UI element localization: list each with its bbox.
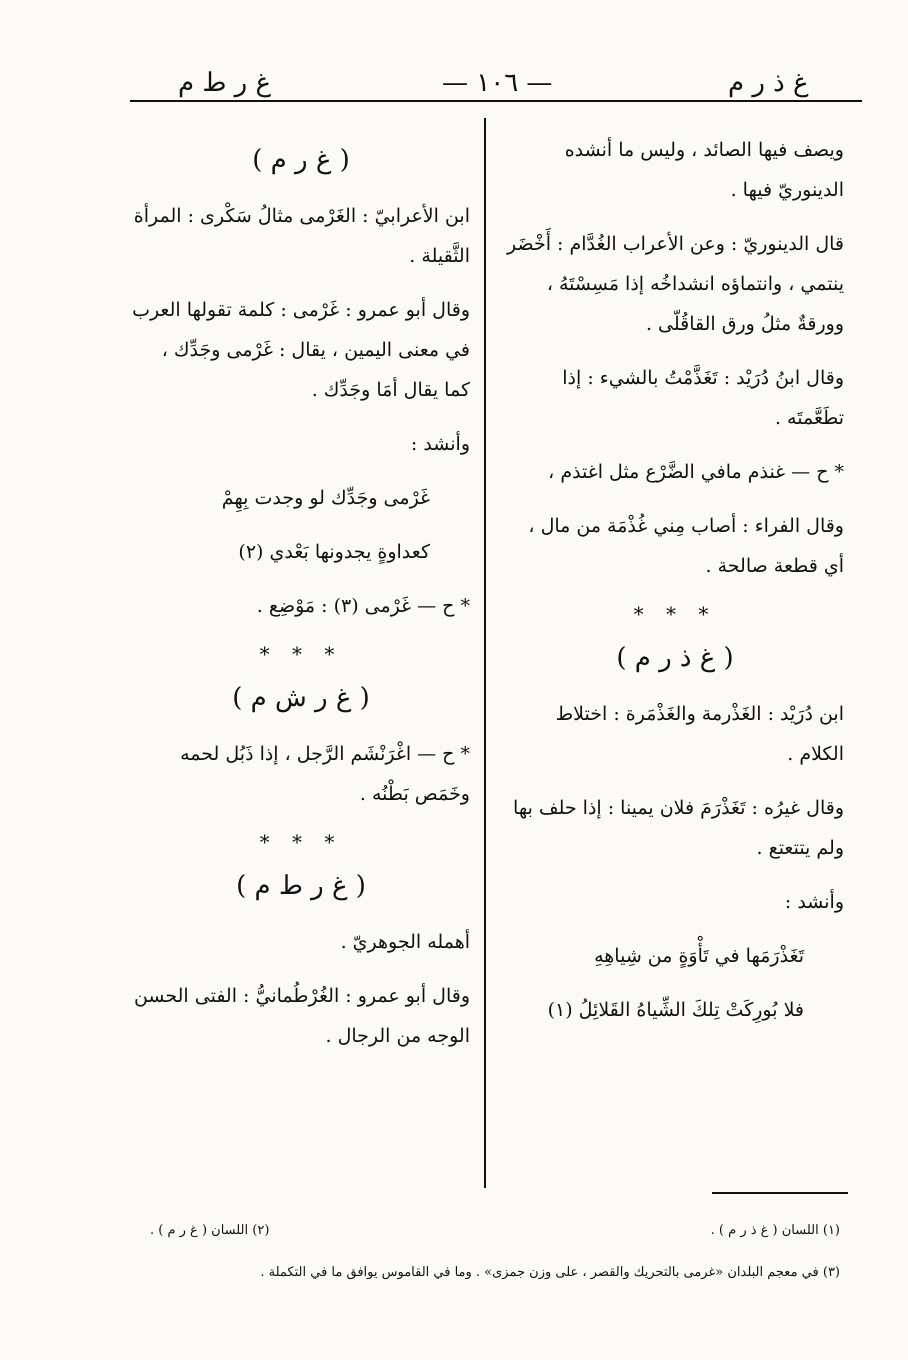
paragraph: أهمله الجوهريّ . bbox=[340, 931, 470, 953]
section-separator: * * * bbox=[259, 642, 343, 666]
paragraph: * ح — غنذم مافي الضَّرْع مثل اغتذم ، bbox=[548, 461, 844, 483]
paragraph: وقال ابنُ دُرَيْد : تَغَذَّمْتُ بالشيء : إذا تطَعَّمتَه . bbox=[562, 367, 844, 429]
paragraph: وقال غيرُه : تَغَذْرَمَ فلان يمينا : إذا حلف بها ولم يتتعتع . bbox=[513, 797, 844, 859]
paragraph: وأنشد : bbox=[410, 433, 470, 455]
verse-line: كعداوةٍ يجدونها بَعْدي (٢) bbox=[238, 541, 430, 563]
footnote-rule bbox=[712, 1192, 848, 1194]
paragraph: ابن الأعرابيّ : الغَرْمى مثالُ سَكْرى : المرأة الثَّقيلة . bbox=[133, 205, 470, 267]
entry-heading: ( غ ر ش م ) bbox=[232, 683, 370, 713]
paragraph: * ح — غَرْمى (٣) : مَوْضِع . bbox=[256, 595, 470, 617]
entry-heading: ( غ ذ ر م ) bbox=[616, 643, 734, 673]
header-rule bbox=[130, 100, 862, 102]
paragraph: وقال أبو عمرو : الغُرْطُمانيُّ : الفتى الحسن الوجه من الرجال . bbox=[133, 985, 470, 1047]
verse-line: تَغَذْرَمَها في تَأْوَةٍ من شِياهِهِ bbox=[594, 945, 804, 967]
footnotes bbox=[150, 1220, 840, 1242]
entry-heading: ( غ ر ط م ) bbox=[236, 871, 366, 901]
section-separator: * * * bbox=[259, 830, 343, 854]
header-right-title: غ ذ ر م bbox=[728, 68, 809, 98]
right-column bbox=[506, 130, 844, 1044]
page-number: — ١٠٦ — bbox=[442, 68, 553, 98]
verse-line: فلا بُورِكَتْ تِلكَ الشِّياهُ القَلائِلُ (١) bbox=[547, 999, 804, 1021]
paragraph: قال الدينوريّ : وعن الأعراب الغُدَّام : أَخْضَر ينتمي ، وانتماؤه انشداخُه إذا مَسِسْتَهُ ، وورقةٌ مثلُ ورق القاقُلّى . bbox=[507, 233, 844, 335]
paragraph: وأنشد : bbox=[784, 891, 844, 913]
footnote-2: (٢) اللسان ( غ ر م ) . bbox=[150, 1223, 270, 1238]
paragraph: وقال أبو عمرو : غَرْمى : كلمة تقولها العرب في معنى اليمين ، يقال : غَرْمى وجَدِّك ، كما يقال أمَا وجَدِّك . bbox=[132, 299, 470, 401]
paragraph: وقال الفراء : أصاب مِني غُذْمَة من مال ، أي قطعة صالحة . bbox=[528, 515, 844, 577]
left-column bbox=[132, 130, 470, 1070]
entry-heading: ( غ ر م ) bbox=[252, 145, 350, 175]
header-left-title: غ ر ط م bbox=[178, 68, 272, 98]
verse-line: غَرْمى وجَدِّك لو وجدت بِهِمْ bbox=[221, 487, 430, 509]
column-divider bbox=[484, 118, 486, 1188]
footnote-1: (١) اللسان ( غ ذ ر م ) . bbox=[710, 1223, 840, 1238]
paragraph: ابن دُرَيْد : الغَذْرمة والغَذْمَرة : اختلاط الكلام . bbox=[555, 703, 844, 765]
footnote-3: (٣) في معجم البلدان «غرمى بالتحريك والقصر ، على وزن جمزى» . وما في القاموس يوافق ما في التكملة . bbox=[260, 1265, 840, 1280]
paragraph: ويصف فيها الصائد ، وليس ما أنشده الدينوريّ فيها . bbox=[564, 139, 844, 201]
paragraph: * ح — اغْرَنْشَم الرَّجل ، إذا ذَبُل لحمه وخَمَص بَطْنُه . bbox=[180, 743, 470, 805]
section-separator: * * * bbox=[633, 602, 717, 626]
